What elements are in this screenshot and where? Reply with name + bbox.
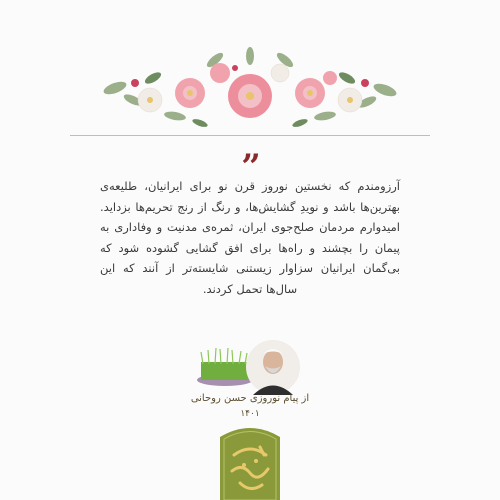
quote-text: آرزومندم که نخستین نوروز قرن نو برای ایرانیان، طلیعه‌ی بهترین‌ها باشد و نویدِ گشایش‌ها، و رنگ از رنج تحریم‌ها بزداید. امیدوارم مردمان صلح‌جوی ایران، ثمره‌ی مدنیت و وفاداری به پیمان را بچشند و راه‌ها برای افق گشایی گشوده شود که بی‌گمان ایرانیان سزاوار زیستنی شایسته‌تر از آنند که این سال‌ها تحمل کردند. xyxy=(100,179,400,296)
divider xyxy=(70,135,430,136)
calligraphy-logo xyxy=(220,425,280,500)
sabzeh-icon xyxy=(197,348,253,386)
quote-source: از پیام نوروزی حسن روحانی xyxy=(190,393,310,404)
quote-year: ۱۴۰۱ xyxy=(240,409,260,419)
portrait-photo xyxy=(246,340,300,395)
portrait-with-sabzeh xyxy=(195,340,303,395)
flower-garland xyxy=(95,38,405,138)
quote-mark-icon: ” xyxy=(241,147,261,187)
